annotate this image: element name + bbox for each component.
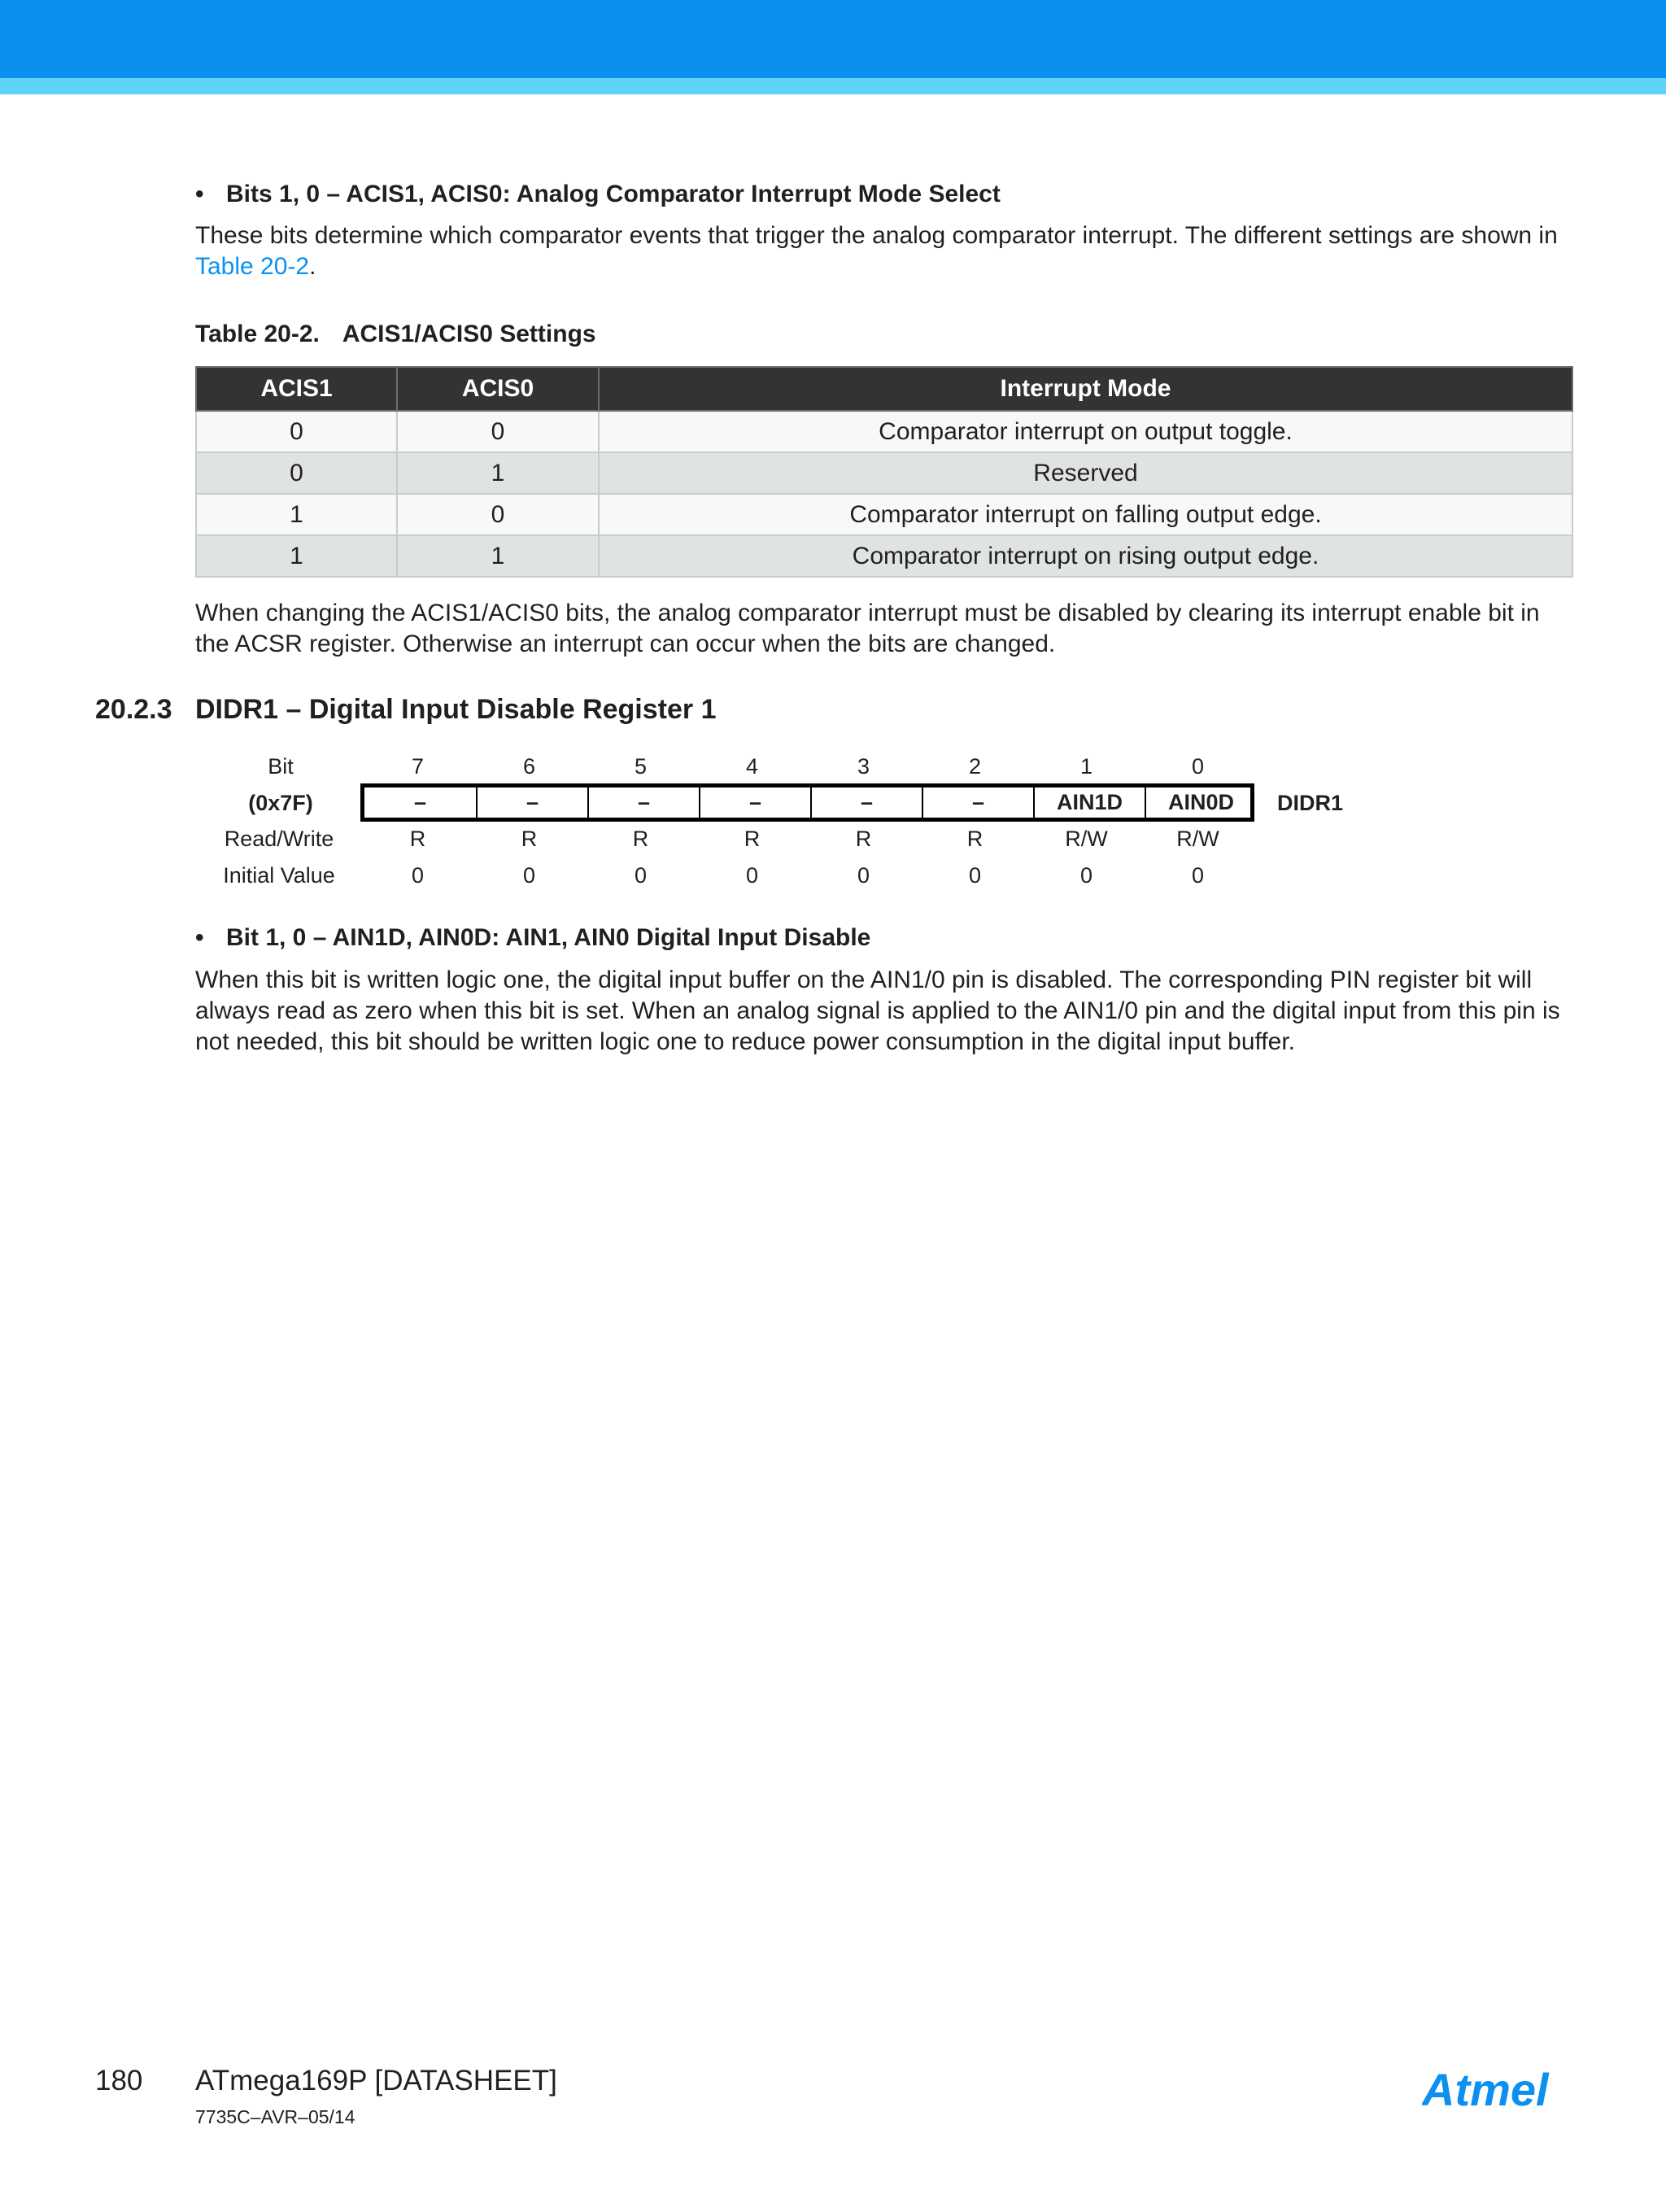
table-cell: 0 <box>196 411 397 452</box>
register-field: – <box>922 788 1033 818</box>
section-number: 20.2.3 <box>95 694 172 725</box>
register-rw-value: R <box>632 827 649 851</box>
table-cell: Comparator interrupt on output toggle. <box>599 411 1572 452</box>
acis-description-end: . <box>309 253 316 280</box>
register-initial-value: 0 <box>411 863 425 888</box>
atmel-logo-text: Atmel <box>1422 2065 1549 2114</box>
table-row <box>196 452 1572 494</box>
table-reference-link[interactable]: Table 20-2 <box>195 253 310 280</box>
table-caption <box>195 320 596 349</box>
register-rw-value: R <box>966 827 983 851</box>
register-initial-value: 0 <box>634 863 648 888</box>
atmel-logo <box>1422 2065 1573 2114</box>
register-bit-number: 6 <box>522 754 536 779</box>
table-header-acis0: ACIS0 <box>397 367 599 411</box>
ain-heading-text: Bit 1, 0 – AIN1D, AIN0D: AIN1, AIN0 Digital Input Disable <box>226 924 871 951</box>
ain-description-text: When this bit is written logic one, the digital input buffer on the AIN1/0 pin is disabled. The corresponding PIN register bit will always read as zero when this bit is set. When an analog signal is applied to the AIN1/0 pin and the digital input from this pin is not needed, this bit should be written logic one to reduce power consumption in the digital input buffer. <box>195 966 1560 1055</box>
acis-description <box>195 220 1573 282</box>
register-name: DIDR1 <box>1277 791 1344 815</box>
register-fields-box <box>360 783 1254 822</box>
acis-bullet-heading <box>195 180 1001 209</box>
table-row <box>196 411 1572 452</box>
table-cell: Comparator interrupt on rising output edge. <box>599 535 1572 577</box>
table-cell: 1 <box>397 535 599 577</box>
header-band <box>0 0 1666 78</box>
register-bit-number: 1 <box>1079 754 1093 779</box>
acis-heading-text: Bits 1, 0 – ACIS1, ACIS0: Analog Comparator Interrupt Mode Select <box>226 181 1001 207</box>
table-cell: Comparator interrupt on falling output edge. <box>599 494 1572 535</box>
table-cell: Reserved <box>599 452 1572 494</box>
register-rw-value: R <box>744 827 761 851</box>
acis-description-text: These bits determine which comparator events that trigger the analog comparator interrupt. The different settings are shown in <box>195 222 1558 249</box>
register-rw-value: R <box>855 827 872 851</box>
register-initial-value: 0 <box>857 863 870 888</box>
register-bit-number: 4 <box>745 754 759 779</box>
acis-settings-table <box>195 366 1573 578</box>
register-rw-label: Read/Write <box>224 827 334 851</box>
table-cell: 1 <box>196 535 397 577</box>
bullet-marker: • <box>195 181 204 207</box>
register-initial-value: 0 <box>745 863 759 888</box>
footer-doc-title: ATmega169P [DATASHEET] <box>195 2065 557 2096</box>
table-caption-number: Table 20-2. <box>195 321 320 347</box>
table-header-acis1: ACIS1 <box>196 367 397 411</box>
table-row <box>196 535 1572 577</box>
register-bit-number: 0 <box>1191 754 1205 779</box>
register-field: – <box>810 788 922 818</box>
register-bit-number: 7 <box>411 754 425 779</box>
table-cell: 1 <box>397 452 599 494</box>
footer-page-number: 180 <box>95 2065 143 2096</box>
register-field: – <box>587 788 699 818</box>
ain-description <box>195 965 1573 1058</box>
table-row <box>196 494 1572 535</box>
register-initial-value: 0 <box>1191 863 1205 888</box>
table-cell: 0 <box>397 411 599 452</box>
register-initial-value: 0 <box>968 863 982 888</box>
register-rw-value: R/W <box>1176 827 1219 851</box>
register-bit-number: 2 <box>968 754 982 779</box>
register-initial-value: 0 <box>522 863 536 888</box>
register-field: – <box>413 790 427 814</box>
register-rw-value: R <box>409 827 426 851</box>
register-field: – <box>476 788 587 818</box>
header-stripe <box>0 78 1666 94</box>
register-rw-value: R <box>521 827 538 851</box>
table-cell: 0 <box>397 494 599 535</box>
register-initial-value: 0 <box>1079 863 1093 888</box>
ain-bullet-heading <box>195 923 870 953</box>
acis-change-note <box>195 598 1573 660</box>
section-title: DIDR1 – Digital Input Disable Register 1 <box>195 694 717 725</box>
register-bit-number: 5 <box>634 754 648 779</box>
register-bit-label: Bit <box>268 754 294 779</box>
bullet-marker: • <box>195 924 204 951</box>
table-header-interrupt-mode: Interrupt Mode <box>599 367 1572 411</box>
table-cell: 0 <box>196 452 397 494</box>
table-caption-title: ACIS1/ACIS0 Settings <box>342 321 596 347</box>
register-field-ain0d: AIN0D <box>1145 788 1256 818</box>
register-field: – <box>699 788 810 818</box>
register-initial-label: Initial Value <box>223 863 335 888</box>
register-field-ain1d: AIN1D <box>1033 788 1145 818</box>
table-cell: 1 <box>196 494 397 535</box>
footer-doc-code: 7735C–AVR–05/14 <box>195 2106 355 2127</box>
table-header-row <box>196 367 1572 411</box>
register-rw-value: R/W <box>1065 827 1108 851</box>
register-bit-number: 3 <box>857 754 870 779</box>
section-heading <box>95 693 716 726</box>
register-address: (0x7F) <box>248 791 313 815</box>
acis-change-note-text: When changing the ACIS1/ACIS0 bits, the analog comparator interrupt must be disabled by clearing its interrupt enable bit in the ACSR register. Otherwise an interrupt can occur when the bits are changed. <box>195 600 1540 657</box>
